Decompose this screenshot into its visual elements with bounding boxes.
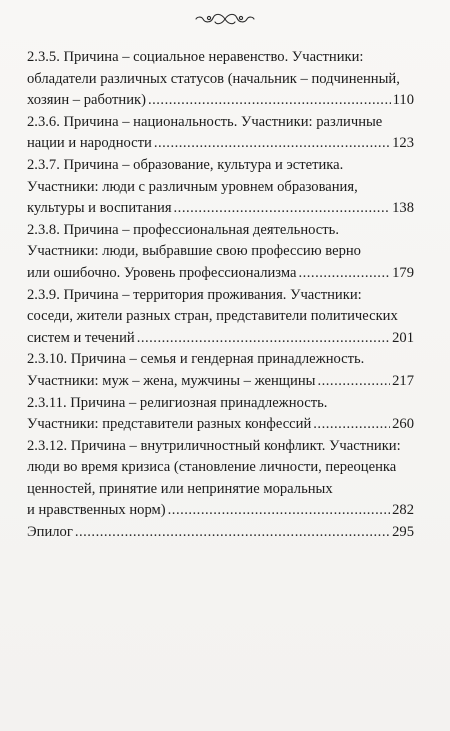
- toc-entry-line: обладатели различных статусов (начальник – подчиненный,: [27, 70, 400, 87]
- toc-entry-line: ценностей, принятие или непринятие моральных: [27, 480, 333, 497]
- toc-entry-2-3-6[interactable]: [27, 112, 414, 155]
- toc-entry-line: 2.3.6. Причина – национальность. Участники: различные: [27, 113, 383, 130]
- toc-page-number: 110: [392, 92, 414, 109]
- toc-entry-line: 2.3.10. Причина – семья и гендерная принадлежность.: [27, 351, 365, 368]
- toc-entry-epilogue[interactable]: [27, 522, 414, 544]
- dot-leader: [313, 414, 390, 436]
- dot-leader: [174, 198, 391, 220]
- toc-entry-line: систем и течений: [27, 329, 135, 346]
- dot-leader: [298, 263, 390, 285]
- dot-leader: [137, 328, 390, 350]
- toc-entry-last-line: [27, 198, 414, 220]
- table-of-contents: [27, 47, 414, 544]
- toc-page-number: 138: [392, 200, 414, 217]
- toc-entry-line: 2.3.8. Причина – профессиональная деятельность.: [27, 221, 339, 238]
- toc-entry-line: и нравственных норм): [27, 502, 166, 519]
- toc-page-number: 123: [392, 135, 414, 152]
- toc-page-number: 282: [392, 502, 414, 519]
- toc-entry-line: соседи, жители разных стран, представители политических: [27, 308, 398, 325]
- toc-entry-2-3-5[interactable]: [27, 47, 414, 112]
- toc-entry-last-line: [27, 263, 414, 285]
- toc-entry-2-3-12[interactable]: [27, 436, 414, 522]
- toc-entry-line: Участники: люди с различным уровнем образования,: [27, 178, 358, 195]
- toc-entry-line: Участники: люди, выбравшие свою профессию верно: [27, 243, 361, 260]
- toc-page-number: 201: [392, 329, 414, 346]
- toc-entry-2-3-7[interactable]: [27, 155, 414, 220]
- toc-entry-last-line: [27, 90, 414, 112]
- toc-page-number: 295: [392, 524, 414, 541]
- toc-page-number: 217: [392, 372, 414, 389]
- dot-leader: [168, 500, 390, 522]
- toc-entry-line: 2.3.11. Причина – религиозная принадлежность.: [27, 394, 328, 411]
- toc-entry-line: Участники: представители разных конфессий: [27, 416, 312, 433]
- dot-leader: [148, 90, 391, 112]
- toc-entry-last-line: [27, 133, 414, 155]
- toc-entry-last-line: [27, 500, 414, 522]
- toc-entry-line: культуры и воспитания: [27, 200, 172, 217]
- dot-leader: [317, 371, 390, 393]
- toc-entry-last-line: [27, 522, 414, 544]
- dot-leader: [75, 522, 390, 544]
- toc-entry-line: 2.3.5. Причина – социальное неравенство. Участники:: [27, 49, 364, 65]
- toc-entry-line: 2.3.9. Причина – территория проживания. Участники:: [27, 286, 362, 303]
- toc-entry-2-3-8[interactable]: [27, 220, 414, 285]
- dot-leader: [154, 133, 390, 155]
- toc-entry-line: хозяин – работник): [27, 92, 146, 109]
- toc-entry-2-3-11[interactable]: [27, 393, 414, 436]
- toc-entry-last-line: [27, 371, 414, 393]
- toc-entry-line: люди во время кризиса (становление личности, переоценка: [27, 459, 397, 476]
- ornament-icon: [193, 10, 257, 28]
- toc-entry-line: Эпилог: [27, 524, 73, 541]
- toc-entry-line: 2.3.7. Причина – образование, культура и эстетика.: [27, 156, 344, 173]
- toc-entry-2-3-10[interactable]: [27, 349, 414, 392]
- toc-entry-last-line: [27, 328, 414, 350]
- toc-entry-2-3-9[interactable]: [27, 285, 414, 350]
- toc-entry-last-line: [27, 414, 414, 436]
- toc-page-number: 260: [392, 416, 414, 433]
- toc-page-number: 179: [392, 264, 414, 281]
- toc-entry-line: Участники: муж – жена, мужчины – женщины: [27, 372, 316, 389]
- toc-entry-line: нации и народности: [27, 135, 152, 152]
- toc-entry-line: 2.3.12. Причина – внутриличностный конфликт. Участники:: [27, 437, 401, 454]
- toc-entry-line: или ошибочно. Уровень профессионализма: [27, 264, 297, 281]
